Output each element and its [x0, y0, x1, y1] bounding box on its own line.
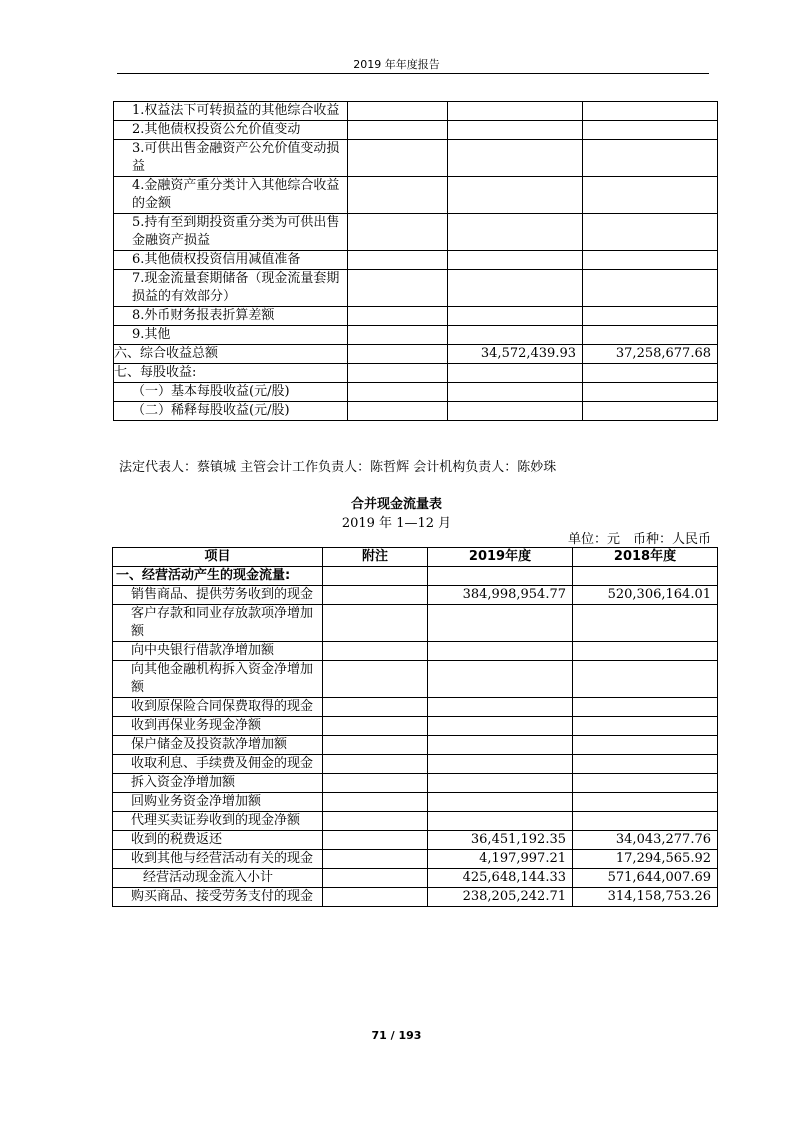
row-prior	[583, 383, 718, 402]
row-2019	[428, 642, 573, 661]
row-item: 保户储金及投资款净增加额	[113, 736, 323, 755]
row-note	[323, 717, 428, 736]
report-header: 2019 年年度报告	[353, 58, 440, 71]
row-note	[323, 774, 428, 793]
row-prior	[583, 307, 718, 326]
header-divider	[117, 73, 709, 74]
row-item: 4.金融资产重分类计入其他综合收益的金额	[114, 177, 348, 214]
table-row	[114, 121, 718, 140]
table-row	[113, 586, 718, 605]
row-current	[448, 383, 583, 402]
row-current	[448, 214, 583, 251]
row-current	[448, 402, 583, 421]
table-row	[113, 793, 718, 812]
table-row	[114, 214, 718, 251]
row-note	[323, 793, 428, 812]
row-note	[323, 850, 428, 869]
table-row	[113, 869, 718, 888]
row-item: 收取利息、手续费及佣金的现金	[113, 755, 323, 774]
section-label: 一、经营活动产生的现金流量:	[113, 567, 323, 586]
row-prior	[583, 214, 718, 251]
row-note	[348, 121, 448, 140]
table-header-row	[113, 548, 718, 567]
row-2019: 4,197,997.21	[428, 850, 573, 869]
table-row	[113, 717, 718, 736]
row-2018	[573, 605, 718, 642]
row-prior	[583, 402, 718, 421]
row-current	[448, 177, 583, 214]
row-prior	[583, 140, 718, 177]
row-item: 3.可供出售金融资产公允价值变动损益	[114, 140, 348, 177]
row-prior	[583, 326, 718, 345]
row-2019: 36,451,192.35	[428, 831, 573, 850]
row-prior	[583, 364, 718, 383]
row-2019: 384,998,954.77	[428, 586, 573, 605]
row-2019	[428, 661, 573, 698]
table-row	[114, 307, 718, 326]
row-prior	[583, 270, 718, 307]
table-row	[114, 326, 718, 345]
row-item: 收到再保业务现金净额	[113, 717, 323, 736]
row-note	[348, 383, 448, 402]
row-item: （一）基本每股收益(元/股)	[114, 383, 348, 402]
table-row	[113, 736, 718, 755]
table-row	[113, 850, 718, 869]
row-2018	[573, 755, 718, 774]
table-row	[114, 270, 718, 307]
row-2019	[428, 793, 573, 812]
row-current: 34,572,439.93	[448, 345, 583, 364]
row-note	[348, 140, 448, 177]
row-note	[348, 214, 448, 251]
table-row	[114, 102, 718, 121]
row-2018	[573, 642, 718, 661]
table-row	[114, 251, 718, 270]
row-note	[348, 251, 448, 270]
row-note	[323, 642, 428, 661]
row-2019	[428, 736, 573, 755]
row-2019: 238,205,242.71	[428, 888, 573, 907]
row-item: 回购业务资金净增加额	[113, 793, 323, 812]
signatures: 法定代表人：蔡镇城 主管会计工作负责人：陈哲辉 会计机构负责人：陈妙珠	[119, 460, 557, 475]
table-row	[113, 831, 718, 850]
col-2019: 2019年度	[428, 548, 573, 567]
row-current	[448, 121, 583, 140]
table-row	[114, 177, 718, 214]
row-2019	[428, 698, 573, 717]
row-2019	[428, 755, 573, 774]
row-note	[348, 326, 448, 345]
row-item: 代理买卖证券收到的现金净额	[113, 812, 323, 831]
row-item: 向中央银行借款净增加额	[113, 642, 323, 661]
comprehensive-income-table	[113, 101, 718, 421]
row-current	[448, 102, 583, 121]
table-row	[113, 661, 718, 698]
row-item: 客户存款和同业存放款项净增加额	[113, 605, 323, 642]
row-item: 收到其他与经营活动有关的现金	[113, 850, 323, 869]
table-row	[113, 755, 718, 774]
table-row	[113, 812, 718, 831]
section-row	[113, 567, 718, 586]
page-number: 71 / 193	[371, 1029, 422, 1042]
table-row	[114, 140, 718, 177]
row-2018	[573, 698, 718, 717]
table-row	[114, 364, 718, 383]
row-note	[323, 755, 428, 774]
row-note	[348, 177, 448, 214]
row-item: 销售商品、提供劳务收到的现金	[113, 586, 323, 605]
row-prior: 37,258,677.68	[583, 345, 718, 364]
row-prior	[583, 102, 718, 121]
table-row	[113, 774, 718, 793]
row-note	[348, 345, 448, 364]
row-2018: 314,158,753.26	[573, 888, 718, 907]
row-item: 9.其他	[114, 326, 348, 345]
row-2019	[428, 812, 573, 831]
row-item: （二）稀释每股收益(元/股)	[114, 402, 348, 421]
row-note	[348, 270, 448, 307]
cashflow-period: 2019 年 1—12 月	[341, 516, 452, 531]
row-2019	[428, 605, 573, 642]
row-item: 1.权益法下可转损益的其他综合收益	[114, 102, 348, 121]
row-2019: 425,648,144.33	[428, 869, 573, 888]
table-row	[113, 698, 718, 717]
table-row	[113, 642, 718, 661]
row-2018	[573, 793, 718, 812]
row-note	[323, 661, 428, 698]
row-note	[348, 102, 448, 121]
cashflow-title: 合并现金流量表	[350, 497, 442, 512]
row-item: 七、每股收益:	[114, 364, 348, 383]
currency-unit: 单位：元 币种：人民币	[567, 532, 711, 547]
row-2018	[573, 736, 718, 755]
col-2018: 2018年度	[573, 548, 718, 567]
cashflow-table	[112, 547, 718, 907]
row-item: 经营活动现金流入小计	[113, 869, 323, 888]
row-prior	[583, 121, 718, 140]
row-2018: 17,294,565.92	[573, 850, 718, 869]
row-note	[323, 888, 428, 907]
row-note	[323, 605, 428, 642]
row-2018: 34,043,277.76	[573, 831, 718, 850]
row-note	[323, 869, 428, 888]
table-row	[114, 383, 718, 402]
col-item: 项目	[113, 548, 323, 567]
row-current	[448, 326, 583, 345]
row-note	[348, 402, 448, 421]
row-2018: 520,306,164.01	[573, 586, 718, 605]
table-row	[113, 888, 718, 907]
row-note	[323, 698, 428, 717]
row-item: 购买商品、接受劳务支付的现金	[113, 888, 323, 907]
row-item: 7.现金流量套期储备（现金流量套期损益的有效部分）	[114, 270, 348, 307]
row-2018	[573, 812, 718, 831]
row-item: 8.外币财务报表折算差额	[114, 307, 348, 326]
row-item: 5.持有至到期投资重分类为可供出售金融资产损益	[114, 214, 348, 251]
row-prior	[583, 251, 718, 270]
table-row	[114, 402, 718, 421]
row-item: 向其他金融机构拆入资金净增加额	[113, 661, 323, 698]
row-item: 六、综合收益总额	[114, 345, 348, 364]
row-note	[323, 831, 428, 850]
row-item: 收到的税费返还	[113, 831, 323, 850]
row-item: 收到原保险合同保费取得的现金	[113, 698, 323, 717]
row-2019	[428, 774, 573, 793]
row-prior	[583, 177, 718, 214]
row-current	[448, 251, 583, 270]
row-item: 拆入资金净增加额	[113, 774, 323, 793]
row-2018: 571,644,007.69	[573, 869, 718, 888]
row-2018	[573, 774, 718, 793]
row-2018	[573, 717, 718, 736]
row-note	[323, 586, 428, 605]
row-current	[448, 364, 583, 383]
row-2019	[428, 717, 573, 736]
row-note	[348, 364, 448, 383]
row-note	[323, 736, 428, 755]
table-row	[113, 605, 718, 642]
row-current	[448, 270, 583, 307]
row-2018	[573, 661, 718, 698]
col-note: 附注	[323, 548, 428, 567]
row-note	[348, 307, 448, 326]
row-note	[323, 812, 428, 831]
row-current	[448, 140, 583, 177]
table-row	[114, 345, 718, 364]
row-item: 6.其他债权投资信用减值准备	[114, 251, 348, 270]
row-item: 2.其他债权投资公允价值变动	[114, 121, 348, 140]
row-current	[448, 307, 583, 326]
